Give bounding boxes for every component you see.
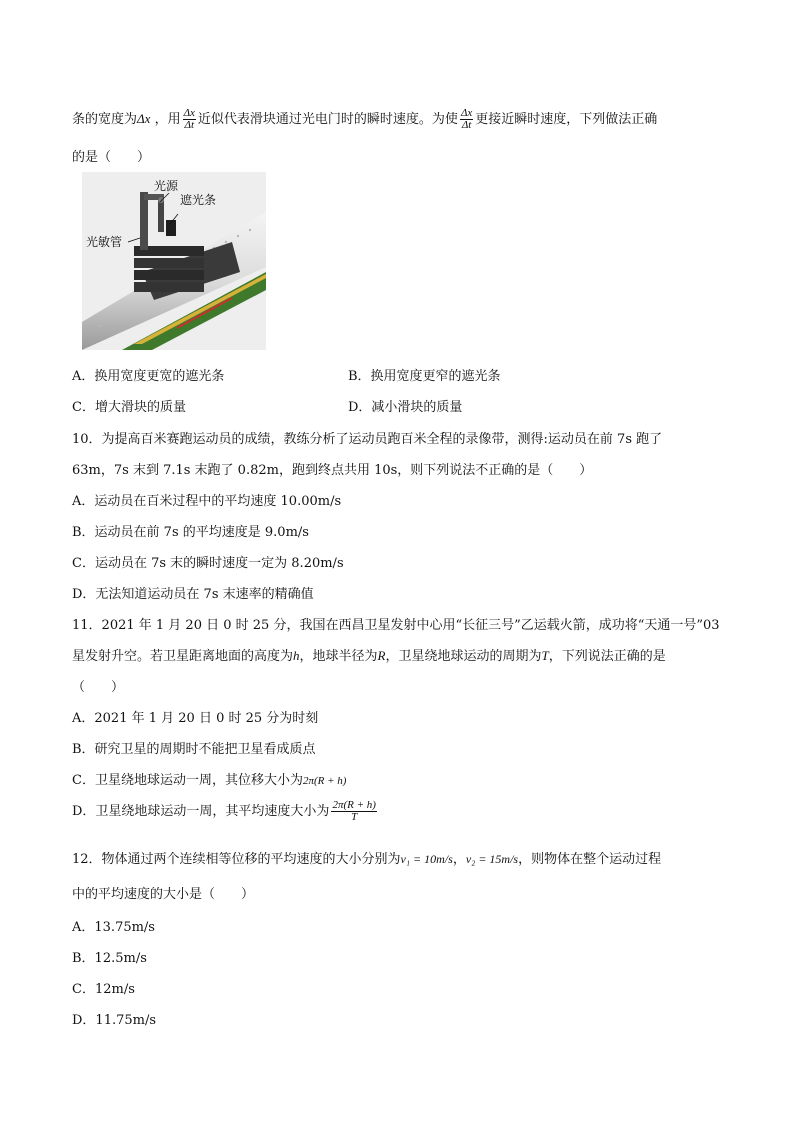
q9-option-a: A．换用宽度更宽的遮光条 bbox=[72, 369, 225, 384]
q9-option-d: D．减小滑块的质量 bbox=[348, 400, 463, 415]
q11-h: h bbox=[293, 648, 300, 663]
q11-R: R bbox=[377, 648, 386, 663]
q11-optC-expr: 2π(R + h) bbox=[302, 775, 347, 787]
q11-line3: （ ） bbox=[72, 680, 125, 695]
q12-line1: 12．物体通过两个连续相等位移的平均速度的大小分别为v₁ = 10m/s，v₂ = 15m/s，则物体在整个运动过程 bbox=[72, 852, 662, 867]
q10-line1: 10．为提高百米赛跑运动员的成绩，教练分析了运动员跑百米全程的录像带，测得:运动员在前 7s 跑了 bbox=[72, 432, 663, 447]
q9-text-b: ，用 bbox=[154, 112, 181, 127]
q11-option-c: C．卫星绕地球运动一周，其位移大小为2π(R + h) bbox=[72, 773, 347, 788]
q11-option-d: D．卫星绕地球运动一周，其平均速度大小为 $\frac{2\pi(R + h)}{T}$ bbox=[72, 799, 376, 823]
q12-option-c: C．12m/s bbox=[72, 982, 135, 997]
label-shade-strip: 遮光条 bbox=[180, 193, 217, 207]
q9-line2: 的是（ ） bbox=[72, 150, 151, 165]
q11-option-b: B．研究卫星的周期时不能把卫星看成质点 bbox=[72, 742, 316, 757]
label-light-source: 光源 bbox=[154, 179, 179, 193]
q11-line1: 11．2021 年 1 月 20 日 0 时 25 分，我国在西昌卫星发射中心用“长征三号”乙运载火箭，成功将“天通一号”03 bbox=[72, 618, 720, 633]
q11-optD-fraction: $\frac{2\pi(R + h)}{T}$ bbox=[332, 799, 376, 823]
q11-T: T bbox=[541, 648, 549, 663]
q11-option-a: A．2021 年 1 月 20 日 0 时 25 分为时刻 bbox=[72, 711, 319, 726]
label-photo-tube: 光敏管 bbox=[86, 235, 123, 249]
q12-option-d: D．11.75m/s bbox=[72, 1013, 157, 1028]
q9-text-c: 近似代表滑块通过光电门时的瞬时速度。为使 bbox=[197, 112, 458, 127]
q12-option-b: B．12.5m/s bbox=[72, 951, 147, 966]
q12-option-a: A．13.75m/s bbox=[72, 920, 155, 935]
q9-fraction-1: $\frac{\Delta x}{\Delta t}$ bbox=[183, 107, 195, 131]
photogate-figure bbox=[82, 172, 266, 350]
q9-dx: Δx bbox=[137, 111, 151, 126]
q10-line2: 63m，7s 末到 7.1s 末跑了 0.82m，跑到终点共用 10s，则下列说法不正确的是（ ） bbox=[72, 463, 593, 478]
q9-option-b: B．换用宽度更窄的遮光条 bbox=[348, 369, 501, 384]
q9-line1 bbox=[72, 108, 657, 131]
q12-v2: v₂ = 15m/s bbox=[465, 852, 519, 866]
q10-option-a: A．运动员在百米过程中的平均速度 10.00m/s bbox=[72, 494, 342, 509]
q10-option-d: D．无法知道运动员在 7s 末速率的精确值 bbox=[72, 587, 314, 602]
q9-fraction-2: $\frac{\Delta x}{\Delta t}$ bbox=[460, 107, 473, 131]
q11-line2: 星发射升空。若卫星距离地面的高度为h，地球半径为R，卫星绕地球运动的周期为T，下列说法正确的是 bbox=[72, 648, 666, 664]
q12-v1: v₁ = 10m/s bbox=[400, 852, 453, 866]
q10-option-b: B．运动员在前 7s 的平均速度是 9.0m/s bbox=[72, 525, 309, 540]
q10-option-c: C．运动员在 7s 末的瞬时速度一定为 8.20m/s bbox=[72, 556, 344, 571]
q9-option-c: C．增大滑块的质量 bbox=[72, 400, 186, 415]
q9-text-a: 条的宽度为 bbox=[72, 112, 138, 127]
q9-text-d: 更接近瞬时速度，下列做法正确 bbox=[475, 112, 658, 127]
q12-line2: 中的平均速度的大小是（ ） bbox=[72, 887, 255, 902]
